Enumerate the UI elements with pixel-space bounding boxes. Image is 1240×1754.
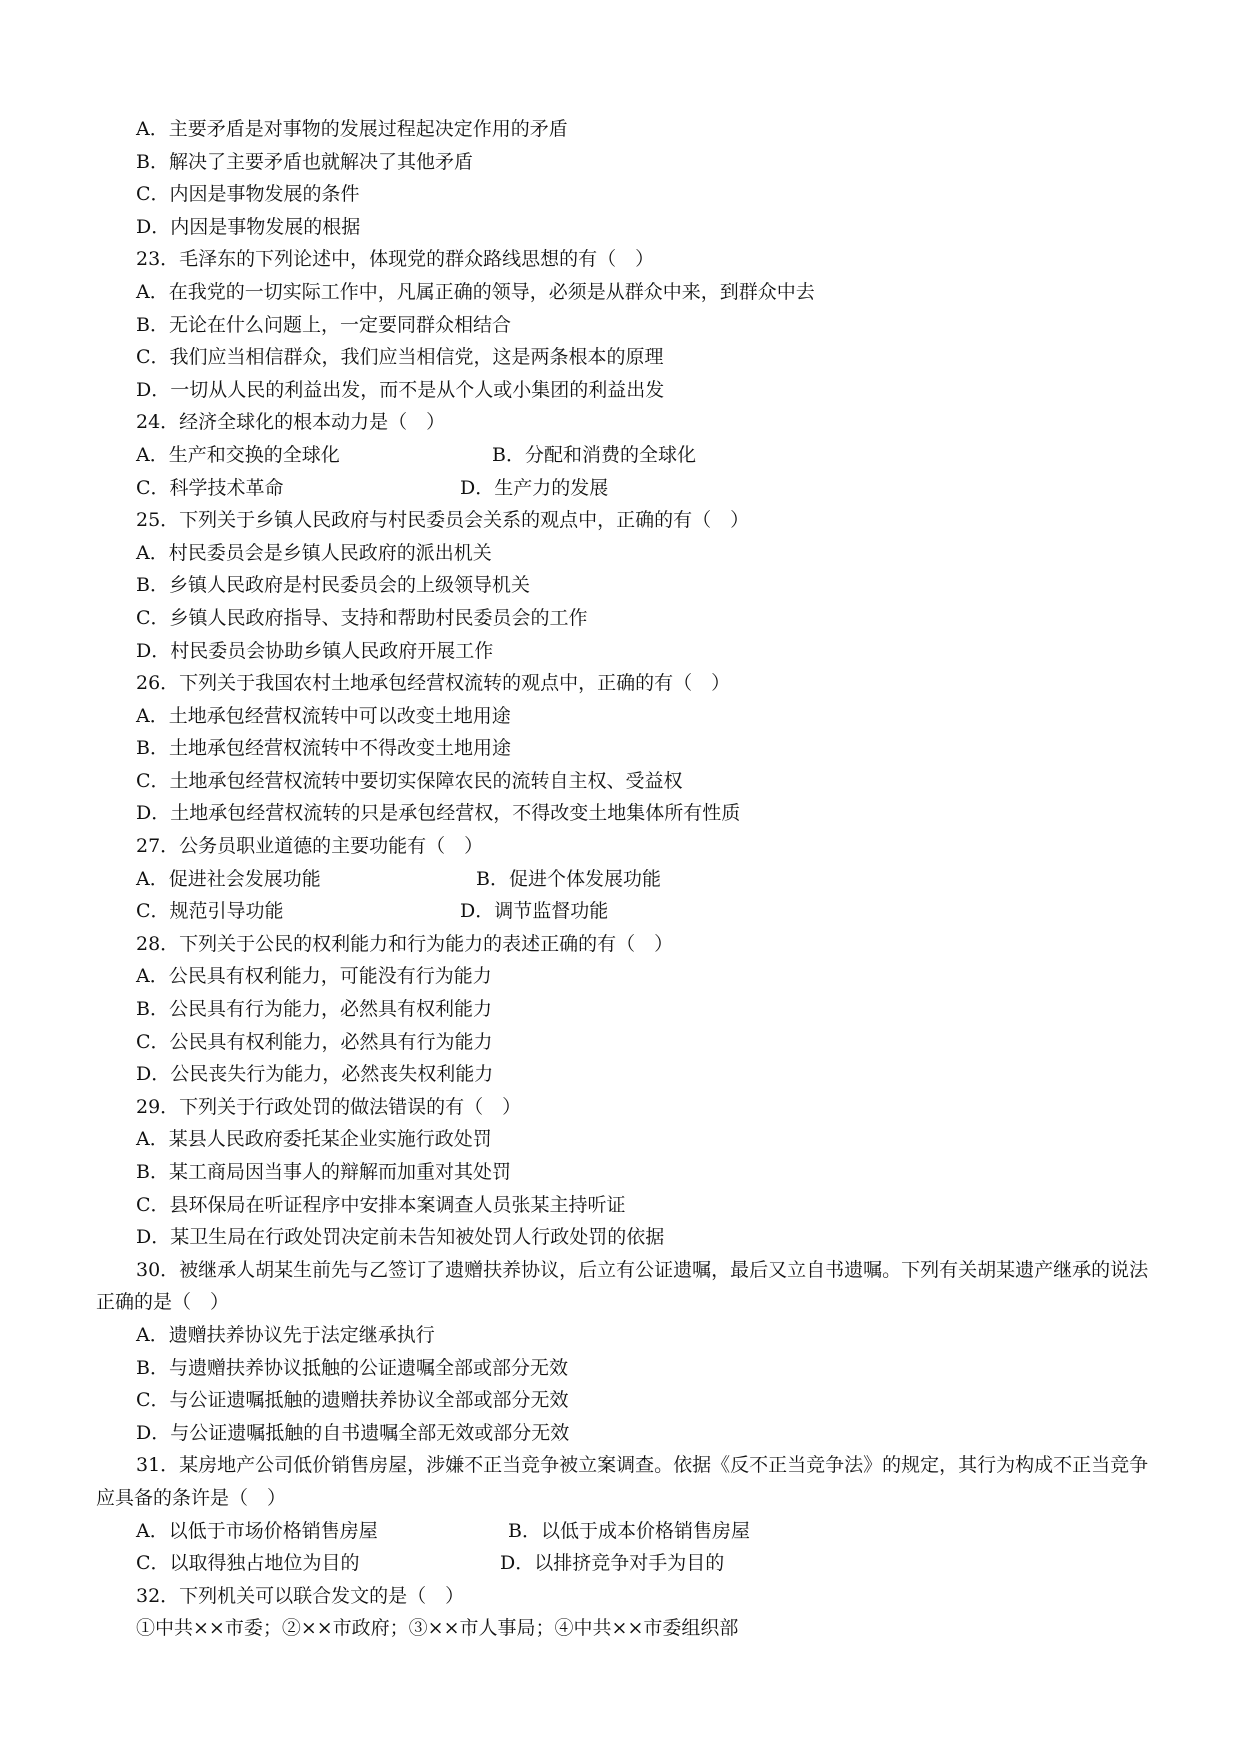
q30-option-b: B．与遗赠扶养协议抵触的公证遗嘱全部或部分无效 <box>136 1356 568 1379</box>
q24-option-a: A．生产和交换的全球化 <box>136 443 340 466</box>
question-25: 25．下列关于乡镇人民政府与村民委员会关系的观点中，正确的有（ ） <box>136 509 750 532</box>
q23-option-b: B．无论在什么问题上，一定要同群众相结合 <box>136 313 511 336</box>
q24-options-row-1 <box>96 439 1156 472</box>
q26-option-a: A．土地承包经营权流转中可以改变土地用途 <box>136 704 511 727</box>
q27-option-a: A．促进社会发展功能 <box>136 867 321 890</box>
q28-option-d: D．公民丧失行为能力，必然丧失权利能力 <box>136 1063 494 1086</box>
q32-choices: ①中共××市委；②××市政府；③××市人事局；④中共××市委组织部 <box>136 1617 739 1640</box>
q24-option-d: D．生产力的发展 <box>460 476 609 499</box>
q27-options-row-1 <box>96 863 1156 896</box>
q29-option-a: A．某县人民政府委托某企业实施行政处罚 <box>136 1128 492 1151</box>
q24-option-b: B．分配和消费的全球化 <box>492 443 696 466</box>
q22-option-c: C．内因是事物发展的条件 <box>136 183 360 206</box>
q31-options-row-2 <box>96 1547 1156 1580</box>
q27-option-b: B．促进个体发展功能 <box>476 867 661 890</box>
q29-option-d: D．某卫生局在行政处罚决定前未告知被处罚人行政处罚的依据 <box>136 1226 665 1249</box>
q31-option-a: A．以低于市场价格销售房屋 <box>136 1519 378 1542</box>
q28-option-b: B．公民具有行为能力，必然具有权利能力 <box>136 998 492 1021</box>
q25-option-d: D．村民委员会协助乡镇人民政府开展工作 <box>136 639 494 662</box>
q26-option-b: B．土地承包经营权流转中不得改变土地用途 <box>136 737 511 760</box>
q22-option-b: B．解决了主要矛盾也就解决了其他矛盾 <box>136 150 473 173</box>
document-page <box>96 113 1156 1645</box>
q30-option-c: C．与公证遗嘱抵触的遗赠扶养协议全部或部分无效 <box>136 1389 569 1412</box>
q23-option-a: A．在我党的一切实际工作中，凡属正确的领导，必须是从群众中来，到群众中去 <box>136 280 815 303</box>
q27-option-d: D．调节监督功能 <box>460 900 609 923</box>
q26-option-d: D．土地承包经营权流转的只是承包经营权，不得改变土地集体所有性质 <box>136 802 741 825</box>
q29-option-c: C．县环保局在听证程序中安排本案调查人员张某主持听证 <box>136 1193 626 1216</box>
question-31: 31．某房地产公司低价销售房屋，涉嫌不正当竞争被立案调查。依据《反不正当竞争法》的规定，其行为构成不正当竞争应具备的条许是（ ） <box>96 1454 1149 1509</box>
question-23: 23．毛泽东的下列论述中，体现党的群众路线思想的有（ ） <box>136 248 655 271</box>
q23-option-c: C．我们应当相信群众，我们应当相信党，这是两条根本的原理 <box>136 346 664 369</box>
q28-option-c: C．公民具有权利能力，必然具有行为能力 <box>136 1030 493 1053</box>
q25-option-b: B．乡镇人民政府是村民委员会的上级领导机关 <box>136 574 530 597</box>
q30-option-a: A．遗赠扶养协议先于法定继承执行 <box>136 1323 435 1346</box>
q31-option-c: C．以取得独占地位为目的 <box>136 1552 360 1575</box>
question-26: 26．下列关于我国农村土地承包经营权流转的观点中，正确的有（ ） <box>136 672 731 695</box>
q22-option-a: A．主要矛盾是对事物的发展过程起决定作用的矛盾 <box>136 118 568 140</box>
question-27: 27．公务员职业道德的主要功能有（ ） <box>136 835 484 858</box>
q24-options-row-2 <box>96 472 1156 505</box>
q31-option-d: D．以排挤竞争对手为目的 <box>500 1552 725 1575</box>
q29-option-b: B．某工商局因当事人的辩解而加重对其处罚 <box>136 1161 511 1183</box>
question-24: 24．经济全球化的根本动力是（ ） <box>136 411 446 434</box>
q31-option-b: B．以低于成本价格销售房屋 <box>508 1519 750 1542</box>
q27-option-c: C．规范引导功能 <box>136 900 284 923</box>
question-32: 32．下列机关可以联合发文的是（ ） <box>136 1584 465 1607</box>
question-29: 29．下列关于行政处罚的做法错误的有（ ） <box>136 1095 522 1118</box>
q25-option-c: C．乡镇人民政府指导、支持和帮助村民委员会的工作 <box>136 606 588 629</box>
q22-option-d: D．内因是事物发展的根据 <box>136 215 361 238</box>
q31-options-row-1 <box>96 1515 1156 1548</box>
q25-option-a: A．村民委员会是乡镇人民政府的派出机关 <box>136 541 492 564</box>
q28-option-a: A．公民具有权利能力，可能没有行为能力 <box>136 965 492 988</box>
q30-option-d: D．与公证遗嘱抵触的自书遗嘱全部无效或部分无效 <box>136 1421 570 1444</box>
q26-option-c: C．土地承包经营权流转中要切实保障农民的流转自主权、受益权 <box>136 769 683 792</box>
q23-option-d: D．一切从人民的利益出发，而不是从个人或小集团的利益出发 <box>136 378 665 401</box>
question-30: 30．被继承人胡某生前先与乙签订了遗赠扶养协议，后立有公证遗嘱，最后又立自书遗嘱。下列有关胡某遗产继承的说法正确的是（ ） <box>96 1258 1149 1314</box>
question-28: 28．下列关于公民的权利能力和行为能力的表述正确的有（ ） <box>136 932 674 955</box>
q24-option-c: C．科学技术革命 <box>136 476 284 499</box>
q27-options-row-2 <box>96 895 1156 928</box>
